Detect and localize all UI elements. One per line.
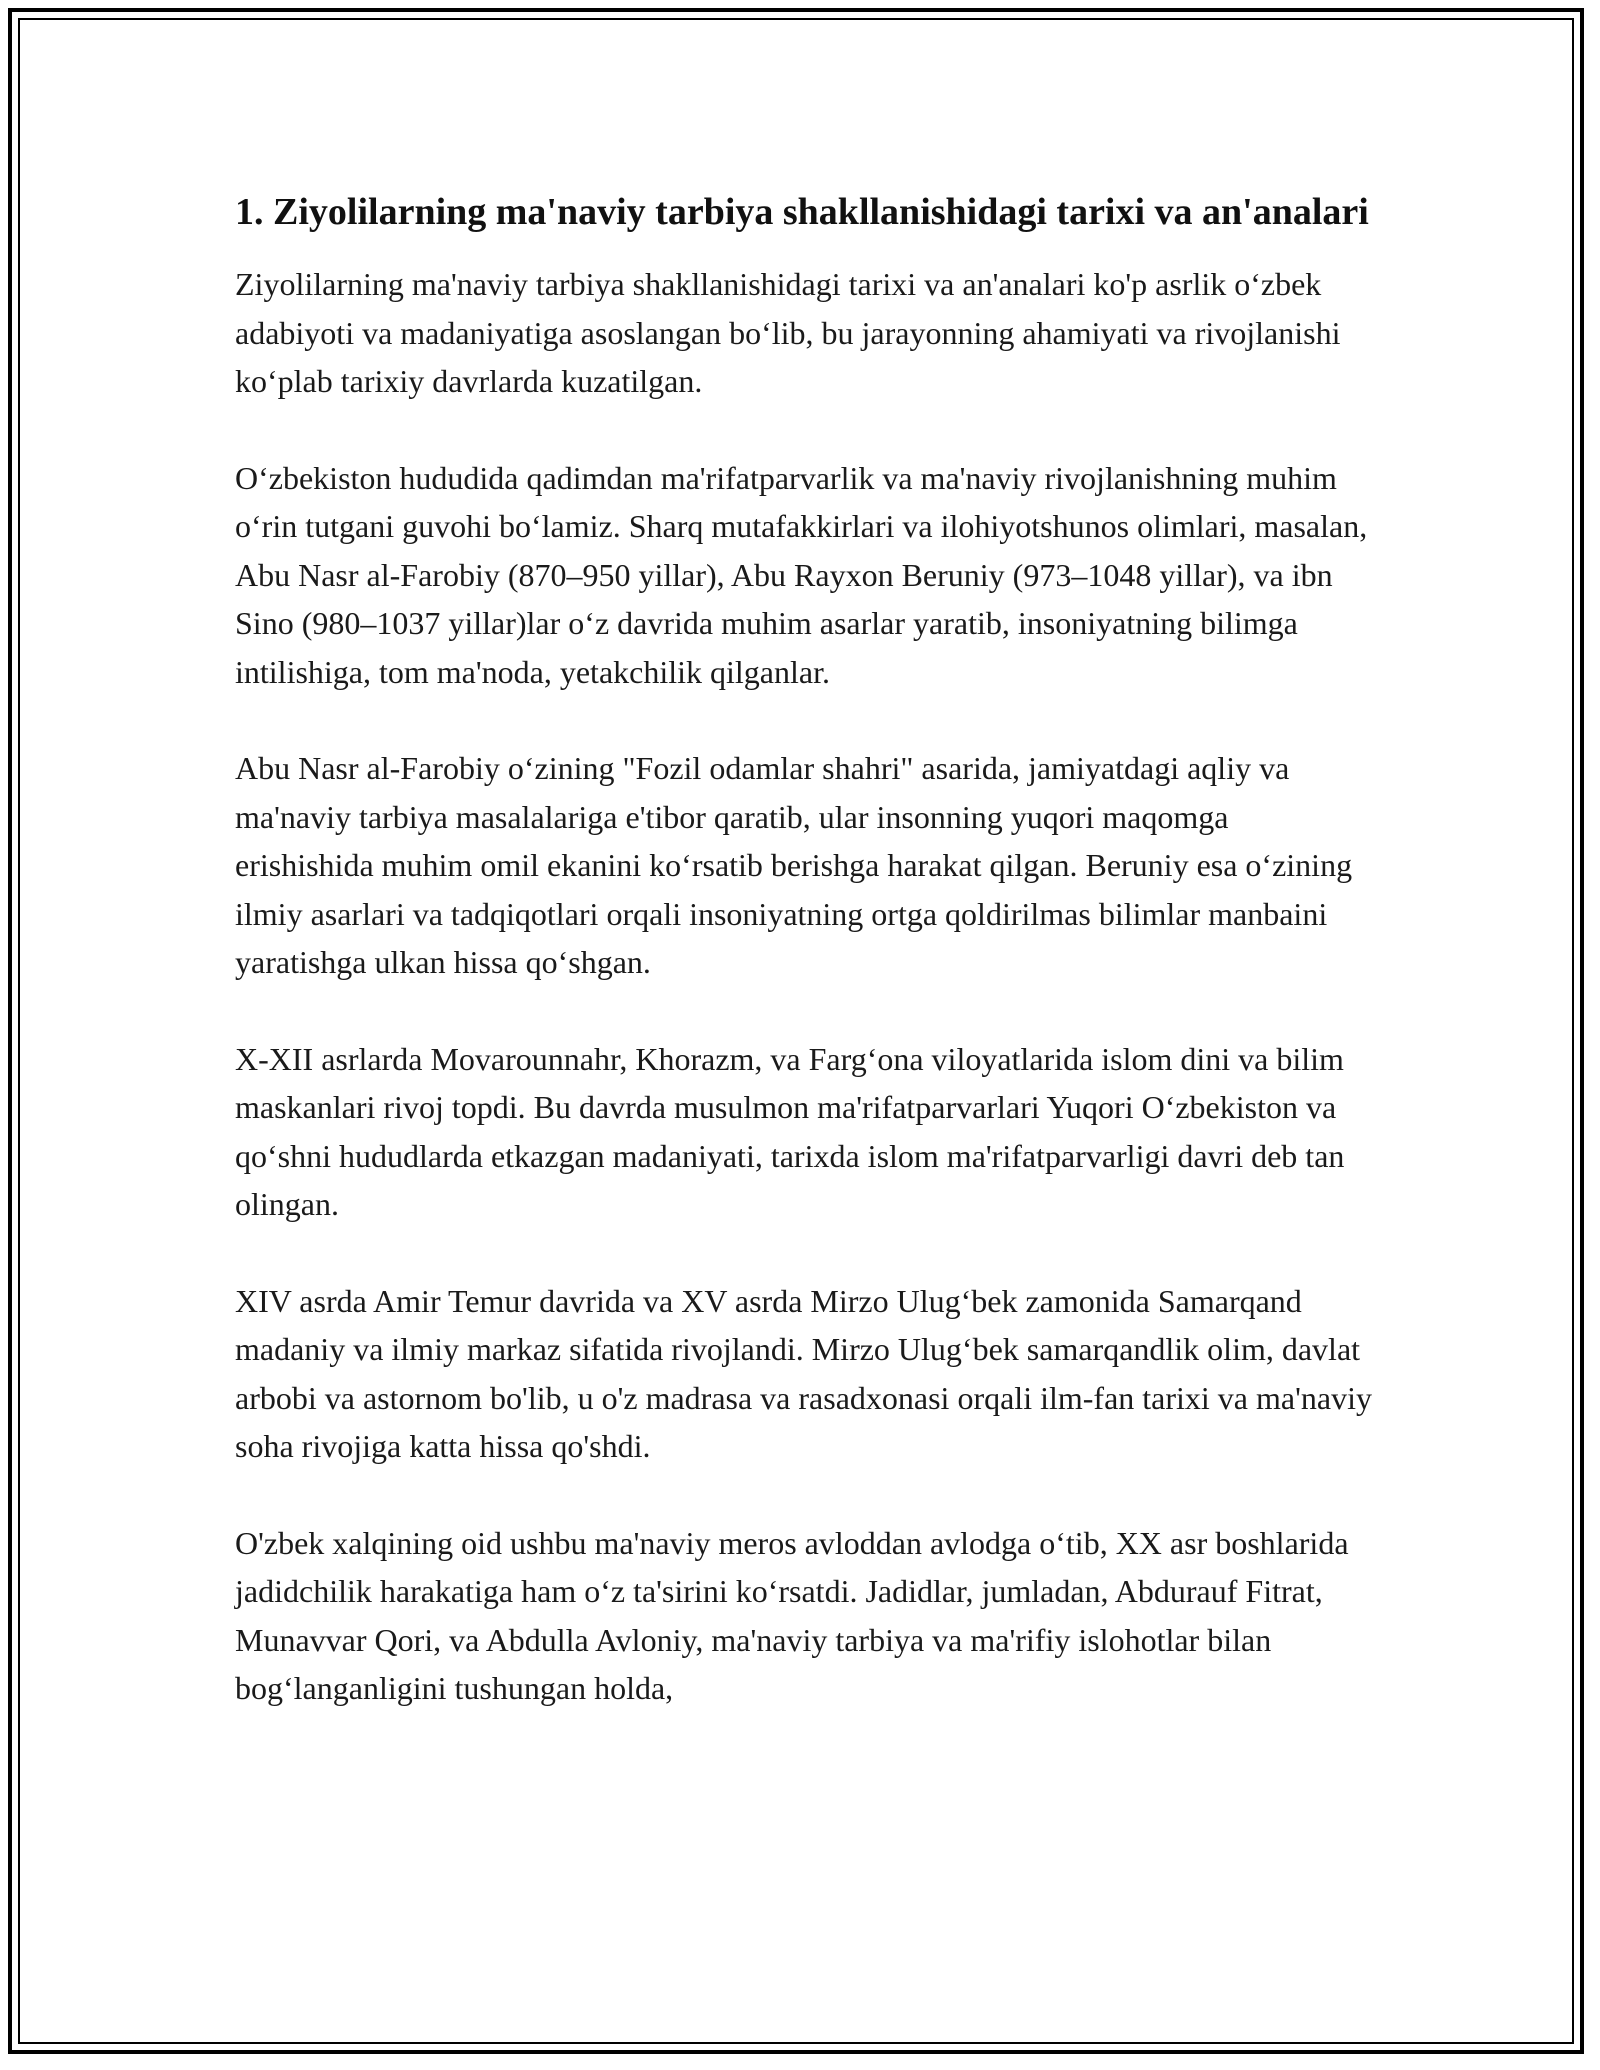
paragraph-jadid: O'zbek xalqining oid ushbu ma'naviy meros avloddan avlodga o‘tib, XX asr boshlarida jadidchilik harakatiga ham o‘z ta'sirini ko‘rsatdi. Jadidlar, jumladan, Abdurauf Fitrat, Munavvar Qori, va Abdulla Avloniy, ma'naviy tarbiya va ma'rifiy islohotlar bilan bog‘langanligini tushungan holda, <box>235 1524 1349 1706</box>
paragraph-scholars: O‘zbekiston hududida qadimdan ma'rifatparvarlik va ma'naviy rivojlanishning muhim o‘rin tutgani guvohi bo‘lamiz. Sharq mutafakkirlari va ilohiyotshunos olimlari, masalan, Abu Nasr al-Farobiy (870–950 yillar), Abu Rayxon Beruniy (973–1048 yillar), va ibn Sino (980–1037 yillar)lar o‘z davrida muhim asarlar yaratib, insoniyatning bilimga intilishiga, tom ma'noda, yetakchilik qilganlar. <box>235 459 1368 690</box>
paragraph-intro: Ziyolilarning ma'naviy tarbiya shakllanishidagi tarixi va an'analari ko'p asrlik o‘zbek adabiyoti va madaniyatiga asoslangan bo‘lib, bu jarayonning ahamiyati va rivojlanishi ko‘plab tarixiy davrlarda kuzatilgan. <box>235 266 1341 399</box>
paragraph-islamic-era: X-XII asrlarda Movarounnahr, Khorazm, va Farg‘ona viloyatlarida islom dini va bilim maskanlari rivoj topdi. Bu davrda musulmon ma'rifatparvarlari Yuqori O‘zbekiston va qo‘shni hududlarda etkazgan madaniyati, tarixda islom ma'rifatparvarligi davri deb tan olingan. <box>235 1040 1345 1222</box>
section-title: 1. Ziyolilarning ma'naviy tarbiya shakllanishidagi tarixi va an'analari <box>235 191 1369 233</box>
paragraph-temurid-era: XIV asrda Amir Temur davrida va XV asrda Mirzo Ulug‘bek zamonida Samarqand madaniy va ilmiy markaz sifatida rivojlandi. Mirzo Ulug‘bek samarqandlik olim, davlat arbobi va astornom bo'lib, u o'z madrasa va rasadxonasi orqali ilm-fan tarixi va ma'naviy soha rivojiga katta hissa qo'shdi. <box>235 1282 1372 1464</box>
document-body <box>235 185 1375 1761</box>
paragraph-farobiy: Abu Nasr al-Farobiy o‘zining "Fozil odamlar shahri" asarida, jamiyatdagi aqliy va ma'naviy tarbiya masalalariga e'tibor qaratib, ular insonning yuqori maqomga erishishida muhim omil ekanini ko‘rsatib berishga harakat qilgan. Beruniy esa o‘zining ilmiy asarlari va tadqiqotlari orqali insoniyatning ortga qoldirilmas bilimlar manbaini yaratishga ulkan hissa qo‘shgan. <box>235 750 1353 980</box>
